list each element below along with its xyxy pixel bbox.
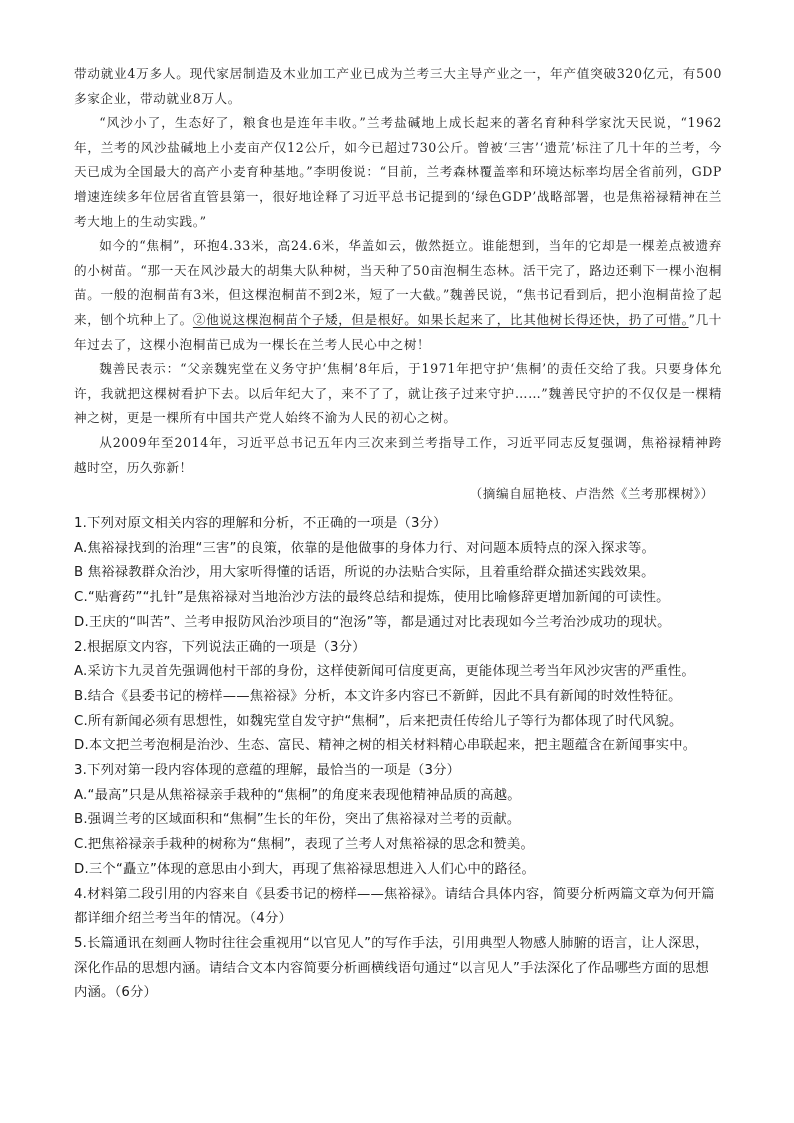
question-2-stem: 2.根据原文内容，下列说法正确的一项是（3分）: [74, 639, 366, 655]
question-3-option-a: A.“最高”只是从焦裕禄亲手栽种的“焦桐”的角度来表现他精神品质的高越。: [74, 787, 521, 803]
question-4-stem: 4.材料第二段引用的内容来自《县委书记的榜样——焦裕禄》。请结合具体内容，简要分析两篇文章为何开篇都详细介绍兰考当年的情况。（4分）: [74, 886, 715, 927]
article-body: [74, 62, 722, 507]
question-2-option-c: C.所有新闻必须有思想性，如魏宪堂自发守护“焦桐”，后来把责任传给儿子等行为都体现了时代风貌。: [74, 713, 683, 729]
question-1-option-c: C.“贴膏药”“扎针”是焦裕禄对当地治沙方法的最终总结和提炼，使用比喻修辞更增加新闻的可读性。: [74, 590, 670, 606]
question-1-option-b: B 焦裕禄教群众治沙，用大家听得懂的话语，所说的办法贴合实际，且着重给群众描述实践效果。: [74, 565, 655, 581]
question-1-option-d: D.王庆的“叫苦”、兰考申报防风治沙项目的“泡汤”等，都是通过对比表现如今兰考治沙成功的现状。: [74, 614, 671, 630]
article-paragraph: [74, 234, 722, 357]
underlined-sentence: ②他说这棵泡桐苗个子矮，但是根好。如果长起来了，比其他树长得还快，扔了可惜。: [192, 311, 689, 327]
article-paragraph: 从2009年至2014年，习近平总书记五年内三次来到兰考指导工作，习近平同志反复强调，焦裕禄精神跨越时空，历久弥新！: [74, 434, 722, 475]
question-3-stem: 3.下列对第一段内容体现的意蕴的理解，最恰当的一项是（3分）: [74, 763, 461, 779]
article-text: ”几十年过去了，这棵小泡桐苗已成为一棵长在兰考人民心中之树！: [74, 311, 723, 352]
question-2-option-b: B.结合《县委书记的榜样——焦裕禄》分析，本文许多内容已不新鲜，因此不具有新闻的时效性特征。: [74, 688, 682, 704]
article-text: 如今的“焦桐”，环抱4.33米，高24.6米，华盖如云，傲然挺立。谁能想到，当年的它却是一棵差点被遗弃的小树苗。“那一天在风沙最大的胡集大队种树，当天种了50亩泡桐生态林。活干完了，路边还剩下一棵小泡桐苗。一般的泡桐苗有3米，但这棵泡桐苗不到2米，短了一大截。”魏善民说，“焦书记看到后，把小泡桐苗捡了起来，刨个坑种上了。: [74, 238, 722, 327]
question-3-option-c: C.把焦裕禄亲手栽种的树称为“焦桐”，表现了兰考人对焦裕禄的思念和赞美。: [74, 837, 534, 853]
article-paragraph: “风沙小了，生态好了，粮食也是连年丰收。”兰考盐碱地上成长起来的著名育种科学家沈天民说，“1962年，兰考的风沙盐碱地上小麦亩产仅12公斤，如今已超过730公斤。曾被‘三害’‘遗荒’标注了几十年的兰考，今天已成为全国最大的高产小麦育种基地。”李明俊说：“目前，兰考森林覆盖率和环境达标率均居全省前列，GDP增速连续多年位居省直管县第一，很好地诠释了习近平总书记提到的‘绿色GDP’战略部署，也是焦裕禄精神在兰考大地上的生动实践。”: [74, 115, 722, 229]
question-2-option-d: D.本文把兰考泡桐是治沙、生态、富民、精神之树的相关材料精心串联起来，把主题蕴含在新闻事实中。: [74, 738, 697, 754]
question-2-option-a: A.采访卞九灵首先强调他村干部的身份，这样使新闻可信度更高，更能体现兰考当年风沙灾害的严重性。: [74, 664, 695, 680]
question-3-option-d: D.三个“矗立”体现的意思由小到大，再现了焦裕禄思想进入人们心中的路径。: [74, 861, 535, 877]
question-5-stem: 5.长篇通讯在刻画人物时往往会重视用“以官见人”的写作手法，引用典型人物感人肺腑的语言，让人深思，深化作品的思想内涵。请结合文本内容简要分析画横线语句通过“以言见人”手法深化了作品哪些方面的思想内涵。（6分）: [74, 935, 710, 1001]
question-3-option-b: B.强调兰考的区域面积和“焦桐”生长的年份，突出了焦裕禄对兰考的贡献。: [74, 812, 521, 828]
article-paragraph: 带动就业4万多人。现代家居制造及木业加工产业已成为兰考三大主导产业之一，年产值突破320亿元，有500多家企业，带动就业8万人。: [74, 66, 722, 106]
question-section: [74, 512, 722, 1006]
question-1-option-a: A.焦裕禄找到的治理“三害”的良策，依靠的是他做事的身体力行、对问题本质特点的深入探求等。: [74, 540, 656, 556]
question-1-stem: 1.下列对原文相关内容的理解和分析，不正确的一项是（3分）: [74, 516, 447, 531]
article-paragraph: 魏善民表示：“父亲魏宪堂在义务守护‘焦桐’8年后，于1971年把守护‘焦桐’的责任交给了我。只要身体允许，我就把这棵树看护下去。以后年纪大了，来不了了，就让孩子过来守护……”魏善民守护的不仅仅是一棵精神之树，更是一棵所有中国共产党人始终不渝为人民的初心之树。: [74, 361, 722, 426]
article-source: （摘编自屈艳枝、卢浩然《兰考那棵树》）: [469, 486, 714, 502]
